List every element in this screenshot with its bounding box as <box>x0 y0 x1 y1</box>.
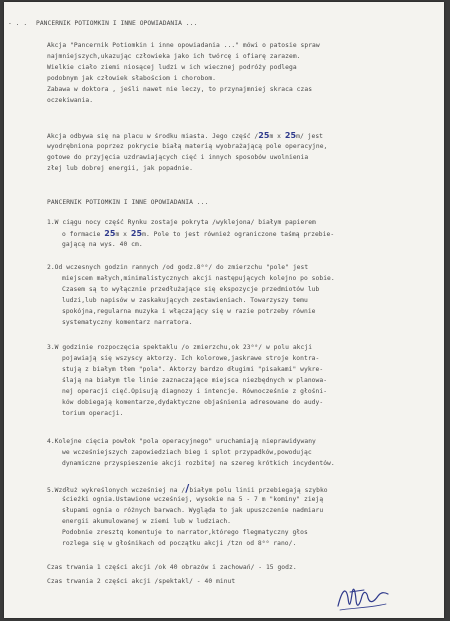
point-2-line: systematyczny komentarz narratora. <box>62 319 193 326</box>
intro-line: Zabawa w doktora , jeśli nawet nie leczy, to przynajmniej skraca czas <box>47 86 313 93</box>
point-2-line: Czasem są to wyłącznie przedłużające się ekspozycje przedmiotów lub <box>62 286 320 293</box>
point-3-line: stują z białym tłem "pola". Aktorzy bardzo długimi "pisakami" wykre- <box>62 366 324 373</box>
point-1-line: 1.W ciągu nocy część Rynku zostaje pokryta /wyklejona/ białym papierem <box>47 219 316 226</box>
point-5-line: słupami ognia o różnych barwach. Wygląda to jak upuszczenie nadmiaru <box>62 507 324 514</box>
point-5-line: energii akumulowanej w ziemi lub w ludziach. <box>62 518 232 525</box>
handwritten-correction: / <box>185 482 190 495</box>
location-line: Akcja odbywa się na placu w środku miasta. Jego część /25m x 25m/ jest <box>47 131 323 140</box>
point-2-line: ludzi,lub napisów w zaskakujących zestawieniach. Towarzyszy temu <box>62 297 308 304</box>
handwritten-number: 25 <box>130 229 143 238</box>
point-3-line: 3.W godzinie rozpoczęcia spektaklu /o zmierzchu,ok 23⁰⁰/ w polu akcji <box>47 344 313 351</box>
point-2-line: spokójna,regularna muzyka i włączający się w razie potrzeby równie <box>62 308 316 315</box>
point-3-line: ków dobiegają komentarze,dydaktyczne objaśnienia adresowane do audy- <box>62 399 324 406</box>
point-4-line: dynamiczne przyspieszenie akcji rozbitej na szereg krótkich incydentów. <box>62 460 335 467</box>
point-1-line: o formacie 25m x 25m. Pole to jest również ograniczone taśmą przebie- <box>62 229 335 238</box>
point-3-line: nej operacji cięć.Opisują diagnozy i intencje. Równocześnie z głośni- <box>62 388 328 395</box>
point-5-line: ścieżki ognia.Ustawione wcześniej, wysokie na 5 - 7 m "kominy" zieją <box>62 496 324 503</box>
section-heading: PANCERNIK POTIOMKIN I INNE OPOWIADANIA ... <box>47 199 209 206</box>
point-1-line: gającą na wys. 40 cm. <box>62 241 143 248</box>
intro-line: najmniejszych,ukazując człowieka jako ich twórcę i ofiarę zarazem. <box>47 53 301 60</box>
point-4-line: 4.Kolejne cięcia powłok "pola operacyjnego" uruchamiają nieprawidywany <box>47 438 316 445</box>
point-4-line: we wcześniejszych zapowiedziach bieg i splot przypadków,powodując <box>62 449 312 456</box>
handwritten-number: 25 <box>258 131 270 140</box>
point-2-line: miejscem małych,minimalistycznych akcji następujących kolejno po sobie. <box>62 275 335 282</box>
handwritten-number: 25 <box>284 131 297 140</box>
point-3-line: ślają na białym tle linie zaznaczające miejsca niezbędnych w planowa- <box>62 377 328 384</box>
handwritten-number: 25 <box>104 229 116 238</box>
intro-line: Wielkie ciało ziemi niosącej ludzi w ich wiecznej podróży podlega <box>47 64 297 71</box>
document-page <box>4 2 444 618</box>
location-line: wyodrębniona poprzez pokrycie białą materią wyobrażającą pole operacyjne, <box>47 143 328 150</box>
intro-line: oczekiwania. <box>47 97 94 104</box>
heading-mark: - . . <box>8 20 28 27</box>
intro-line: podobnym jak człowiek słabościom i chorobom. <box>47 75 217 82</box>
location-line: złej lub dobrej energii, jak popadnie. <box>47 165 193 172</box>
intro-line: Akcja "Pancernik Potiomkin i inne opowiadania ..." mówi o patosie spraw <box>47 42 320 49</box>
point-5-line: rozlega się w głośnikach od początku akcji /tzn od 8⁰⁰ rano/. <box>62 540 297 547</box>
point-2-line: 2.Od wczesnych godzin rannych /od godz.8⁰⁰/ do zmierzchu "pole" jest <box>47 264 309 271</box>
duration-line: Czas trwania 2 części akcji /spektakl/ - 40 minut <box>47 578 236 585</box>
location-line: gotowe do przyjęcia uzdrawiających cięć i innych sposobów uwolnienia <box>47 154 309 161</box>
document-heading: PANCERNIK POTIOMKIN I INNE OPOWIADANIA ... <box>36 20 198 27</box>
point-5-line: 5.Wzdłuż wykreślonych wcześniej na //białym polu linii przebiegają szybko <box>47 482 328 495</box>
point-3-line: pojawiają się wszyscy aktorzy. Ich kolorowe,jaskrawe stroje kontra- <box>62 355 320 362</box>
signature-icon <box>334 580 392 614</box>
point-3-line: torium operacji. <box>62 410 124 417</box>
point-5-line: Podobnie zresztq komentuje to narrator,którego flegmatyczny głos <box>62 529 308 536</box>
duration-line: Czas trwania 1 części akcji /ok 40 obrazów i zachowań/ - 15 godz. <box>47 564 297 571</box>
